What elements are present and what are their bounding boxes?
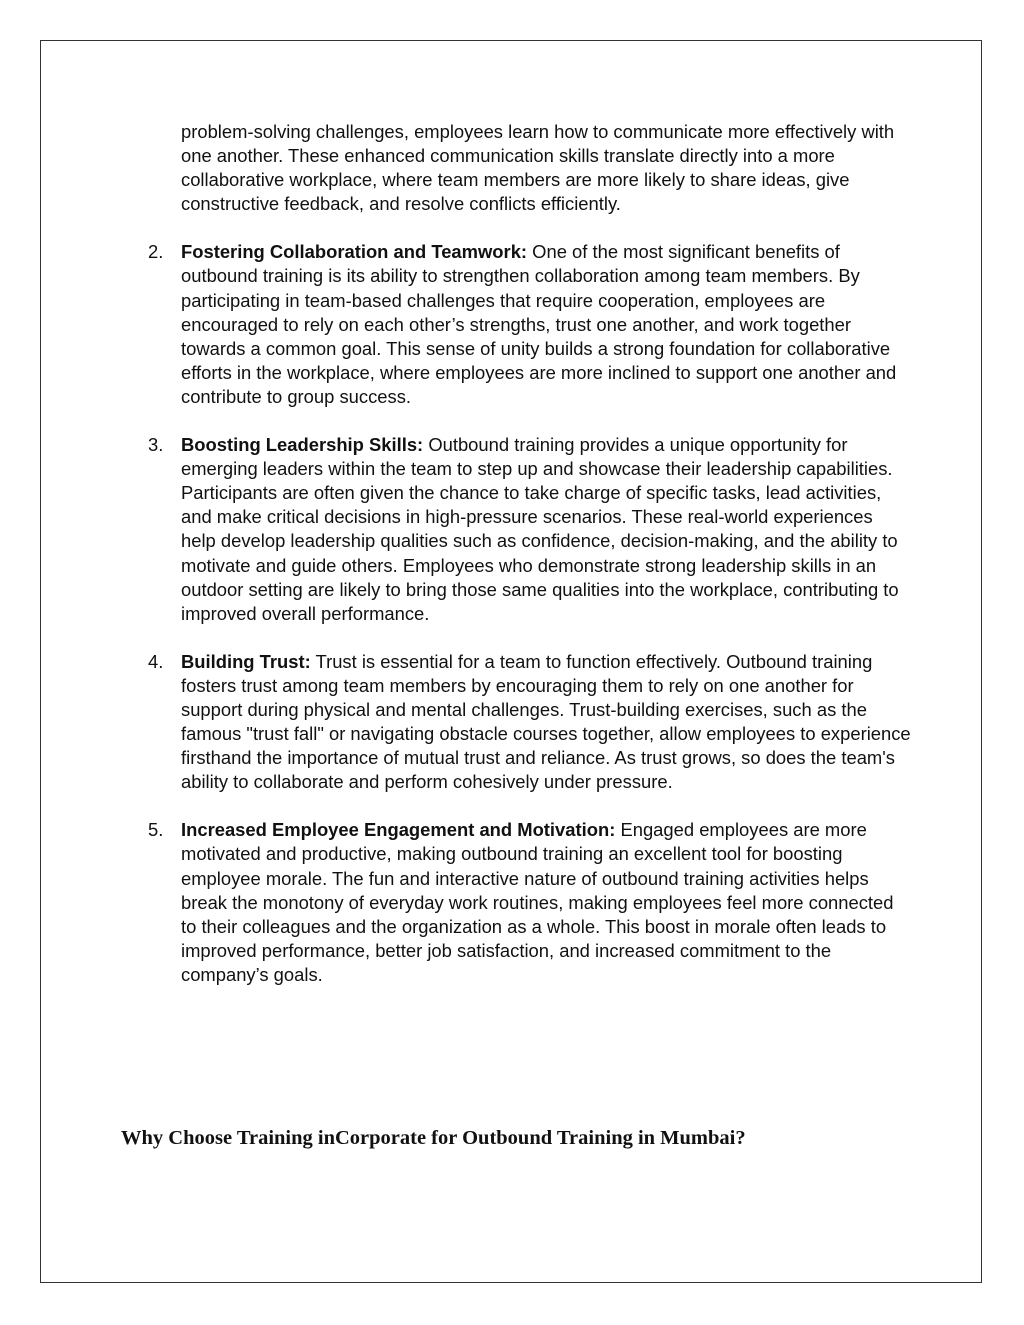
item-title: Building Trust: <box>181 650 311 672</box>
item-title: Increased Employee Engagement and Motivation: <box>181 819 616 841</box>
list-item-5 <box>148 818 911 987</box>
document-body <box>148 120 911 1011</box>
item-title: Fostering Collaboration and Teamwork: <box>181 241 528 263</box>
list-item-4 <box>148 650 911 795</box>
section-heading: Why Choose Training inCorporate for Outbound Training in Mumbai? <box>121 1127 746 1149</box>
list-item-2 <box>148 240 911 409</box>
list-number: 4. <box>148 650 164 672</box>
item-body: One of the most significant benefits of outbound training is its ability to strengthen collaboration among team members. By participating in team-based challenges that require cooperation, employees are encouraged to rely on each other’s strengths, trust one another, and work together towards a common goal. This sense of unity builds a strong foundation for collaborative efforts in the workplace, where employees are more inclined to support one another and contribute to group success. <box>181 241 897 407</box>
item-title: Boosting Leadership Skills: <box>181 434 424 456</box>
item-body: Outbound training provides a unique opportunity for emerging leaders within the team to step up and showcase their leadership capabilities. Participants are often given the chance to take charge of specific tasks, lead activities, and make critical decisions in high-pressure scenarios. These real-world experiences help develop leadership qualities such as confidence, decision-making, and the ability to motivate and guide others. Employees who demonstrate strong leadership skills in an outdoor setting are likely to bring those same qualities into the workplace, contributing to improved overall performance. <box>181 434 899 624</box>
item-body: Trust is essential for a team to function effectively. Outbound training fosters trust among team members by encouraging them to rely on one another for support during physical and mental challenges. Trust-building exercises, such as the famous "trust fall" or navigating obstacle courses together, allow employees to experience firsthand the importance of mutual trust and reliance. As trust grows, so does the team's ability to collaborate and perform cohesively under pressure. <box>181 650 911 793</box>
list-number: 2. <box>148 241 164 263</box>
list-number: 5. <box>148 819 164 841</box>
list-number: 3. <box>148 434 164 456</box>
continuation-paragraph: problem-solving challenges, employees learn how to communicate more effectively with one another. These enhanced communication skills translate directly into a more collaborative workplace, where team members are more likely to share ideas, give constructive feedback, and resolve conflicts efficiently. <box>181 121 895 215</box>
list-item-3 <box>148 433 911 626</box>
item-body: Engaged employees are more motivated and productive, making outbound training an excellent tool for boosting employee morale. The fun and interactive nature of outbound training activities helps break the monotony of everyday work routines, making employees feel more connected to their colleagues and the organization as a whole. This boost in morale often leads to improved performance, better job satisfaction, and increased commitment to the company’s goals. <box>181 819 894 985</box>
